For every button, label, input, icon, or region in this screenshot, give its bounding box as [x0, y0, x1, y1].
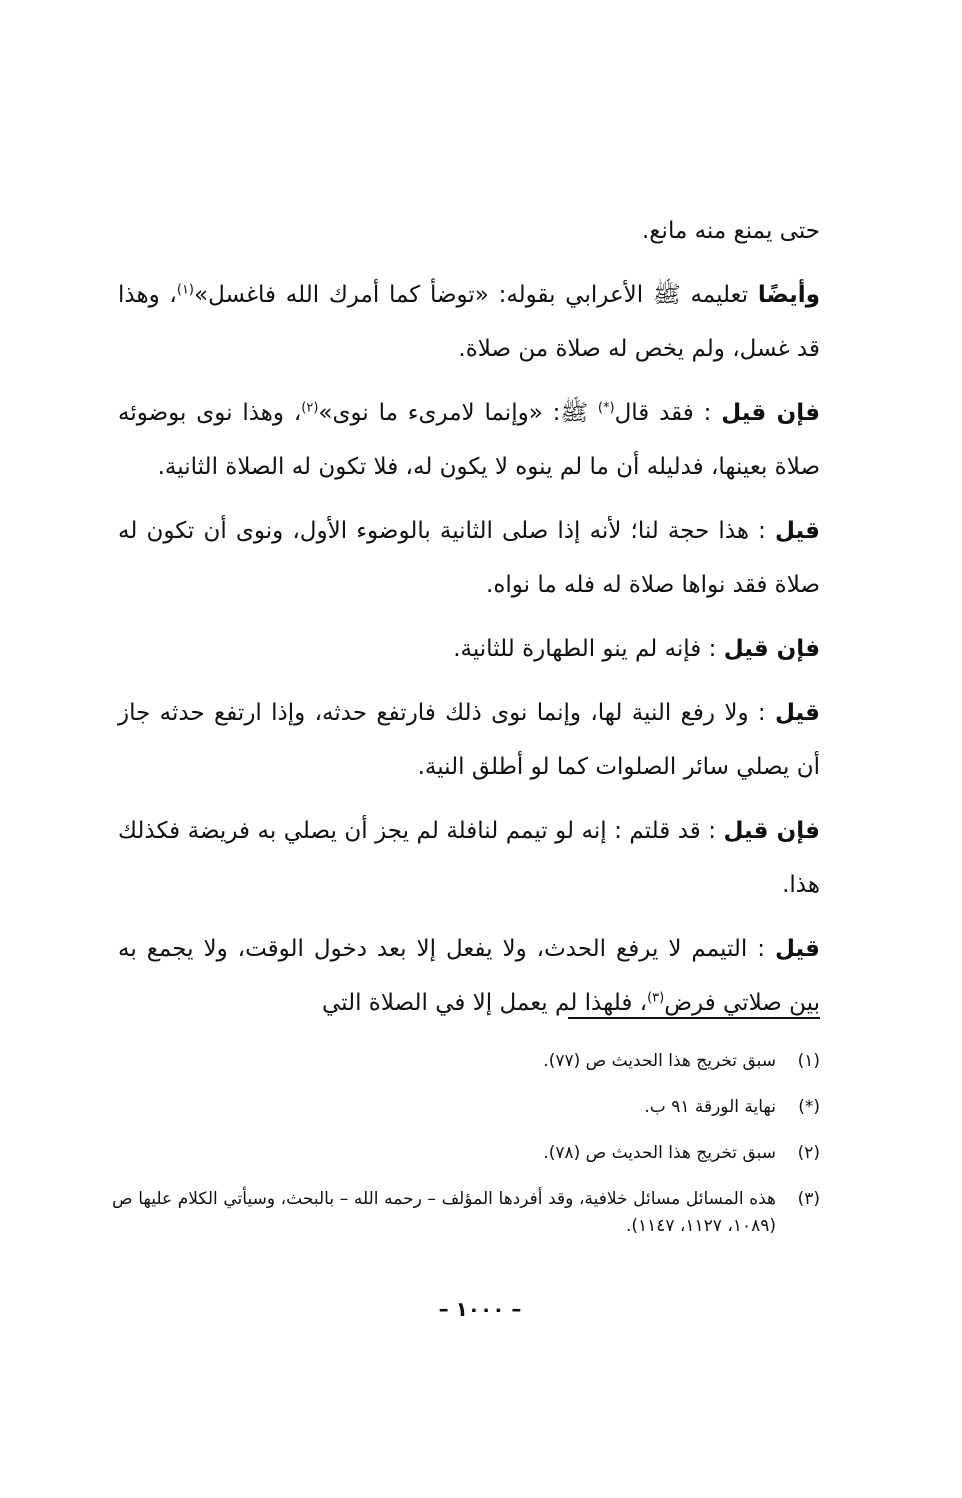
- paragraph: [118, 386, 820, 494]
- text-run: : التيمم لا يرفع الحدث، ولا يفعل إلا بعد دخول الوقت، ولا يجمع به بين صلاتي فرض: [118, 936, 820, 1016]
- text-run: ﷺ: «وإنما لامرىء ما نوى»: [318, 400, 598, 426]
- text-run: : فإنه لم ينو الطهارة للثانية.: [453, 636, 724, 662]
- paragraph: [118, 268, 820, 376]
- text-run: : هذا حجة لنا؛ لأنه إذا صلى الثانية بالوضوء الأول، ونوى أن تكون له صلاة فقد نواها صلاة له فله ما نواه.: [118, 518, 820, 598]
- text-run: حتى يمنع منه مانع.: [641, 218, 820, 244]
- text-run: : قد قلتم : إنه لو تيمم لنافلة لم يجز أن يصلي به فريضة فكذلك هذا.: [118, 818, 820, 898]
- lead-phrase: وأيضًا: [757, 282, 820, 308]
- paragraph: [118, 686, 820, 794]
- text-run: ، وهذا نوى بوضوئه صلاة بعينها، فدليله أن ما لم ينوه لا يكون له، فلا تكون له الصلاة الثانية.: [118, 400, 820, 480]
- text-run: ، فلهذا لم يعمل إلا في الصلاة التي: [321, 990, 648, 1016]
- footnote: [112, 1140, 820, 1167]
- footnote-text: هذه المسائل مسائل خلافية، وقد أفردها المؤلف – رحمه الله – بالبحث، وسيأتي الكلام عليها ص (١٠٨٩، ١١٢٧، ١١٤٧).: [112, 1189, 776, 1236]
- footnote-text: نهاية الورقة ٩١ ب.: [644, 1097, 776, 1117]
- footnote-text: سبق تخريج هذا الحديث ص (٧٨).: [543, 1143, 776, 1163]
- footnote-ref: (١): [176, 282, 194, 298]
- paragraph: [118, 622, 820, 676]
- footnote-mark: (٣): [797, 1189, 820, 1209]
- footnote: [112, 1048, 820, 1075]
- footnote: [112, 1186, 820, 1240]
- lead-phrase: فإن قيل: [723, 818, 820, 844]
- paragraph: [118, 804, 820, 912]
- text-run: : ولا رفع النية لها، وإنما نوى ذلك فارتفع حدثه، وإذا ارتفع حدثه جاز أن يصلي سائر الصلوات كما لو أطلق النية.: [118, 700, 820, 780]
- footnote-mark: (٢): [797, 1143, 820, 1163]
- lead-phrase: فإن قيل: [721, 400, 820, 426]
- footnote-ref: (*): [597, 400, 615, 416]
- footnotes: [112, 1048, 820, 1259]
- page-number: – ١٠٠٠ –: [438, 1297, 522, 1321]
- text-run: ، وهذا قد غسل، ولم يخص له صلاة من صلاة.: [118, 282, 820, 362]
- footnote-divider: [568, 1017, 820, 1019]
- footnote-mark: (١): [797, 1051, 820, 1071]
- paragraph: [118, 504, 820, 612]
- lead-phrase: قيل: [775, 936, 820, 962]
- lead-phrase: قيل: [775, 700, 820, 726]
- footnote-ref: (٢): [301, 400, 319, 416]
- lead-phrase: فإن قيل: [723, 636, 820, 662]
- text-run: تعليمه ﷺ الأعرابي بقوله: «توضأ كما أمرك الله فاغسل»: [194, 282, 758, 308]
- text-run: : فقد قال: [614, 400, 722, 426]
- paragraph: [118, 922, 820, 1030]
- footnote-ref: (٣): [647, 990, 665, 1006]
- lead-phrase: قيل: [775, 518, 820, 544]
- footnote-text: سبق تخريج هذا الحديث ص (٧٧).: [543, 1051, 776, 1071]
- footnote: [112, 1094, 820, 1121]
- paragraph: [118, 204, 820, 258]
- main-text: [118, 204, 820, 1040]
- footnote-mark: (*): [798, 1097, 820, 1117]
